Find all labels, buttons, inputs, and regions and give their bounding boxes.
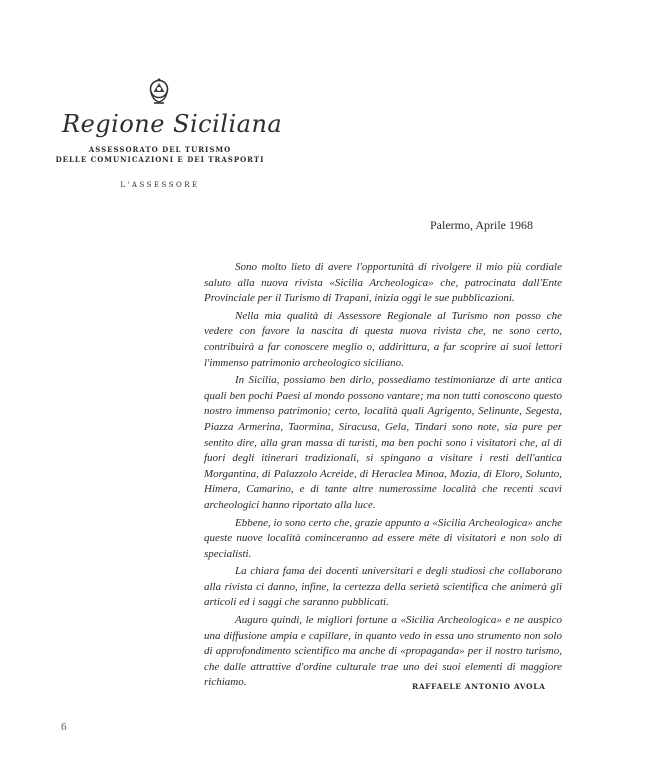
paragraph: In Sicilia, possiamo ben dirlo, possediamo testimonianze di arte antica quali ben pochi Paesi al mondo possono vantare; ma non tutti conoscono questo nostro immenso patrimonio; certo, località quali Agrigento, Selinunte, Segesta, Piazza Armerina, Taormina, Siracusa, Gela, Tindari sono note, sia pure per sentito dire, alla gran massa di turisti, ma ben pochi sono i visitatori che, al di fuori degli itinerari tradizionali, si spingano a visitare i resti dell'antica Morgantina, di Palazzolo Acreide, di Heraclea Minoa, Mozia, di Eloro, Soluntο, Himera, Camarino, e di tante altre numerossime località che recenti scavi archeologici hanno riportato alla luce. xyxy=(204,374,562,511)
paragraph: Auguro quindi, le migliori fortune a «Sicilia Archeologica» e ne auspico una diffusione ampia e capillare, in quanto vedo in essa uno strumento non solo di approfondimento scientifico ma anche di «propaganda» per il nostro turismo, che dalle attrattive d'ordine culturale trae uno dei suoi elementi di maggiore richiamo. xyxy=(204,614,562,689)
office-line-2: DELLE COMUNICAZIONI E DEI TRASPORTI xyxy=(55,155,265,164)
signature: RAFFAELE ANTONIO AVOLA xyxy=(412,682,546,691)
role-line: L'ASSESSORE xyxy=(120,181,200,189)
paragraph: Sono molto lieto di avere l'opportunità di rivolgere il mio più cordiale saluto alla nuova rivista «Sicilia Archeologica» che, patrocinata dall'Ente Provinciale per il Turismo di Trapani, inizia oggi le sue pubblicazioni. xyxy=(204,261,562,305)
page-number: 6 xyxy=(61,721,67,733)
letterhead-title: Regione Siciliana xyxy=(62,110,283,138)
paragraph: Nella mia qualità di Assessore Regionale al Turismo non posso che vedere con favore la nascita di questa nuova rivista che, ne sono certo, contribuirà a far conoscere meglio o, addirittura, a far scoprire ai suoi lettori l'immenso patrimonio archeologico siciliano. xyxy=(204,309,562,369)
paragraph: Ebbene, io sono certo che, grazie appunto a «Sicilia Archeologica» anche queste nuove località cominceranno ad essere méte di visitatori e non solo di specialisti. xyxy=(204,516,562,560)
office-line-1: ASSESSORATO DEL TURISMO xyxy=(88,145,232,154)
letter-body xyxy=(204,260,562,693)
paragraph: La chiara fama dei docenti universitari e degli studiosi che collaborano alla rivista ci danno, infine, la certezza della serietà scientifica che animerà gli articoli ed i saggi che saranno pubblicati. xyxy=(204,565,562,609)
coat-of-arms-icon xyxy=(146,76,172,106)
letter-date: Palermo, Aprile 1968 xyxy=(430,218,533,232)
